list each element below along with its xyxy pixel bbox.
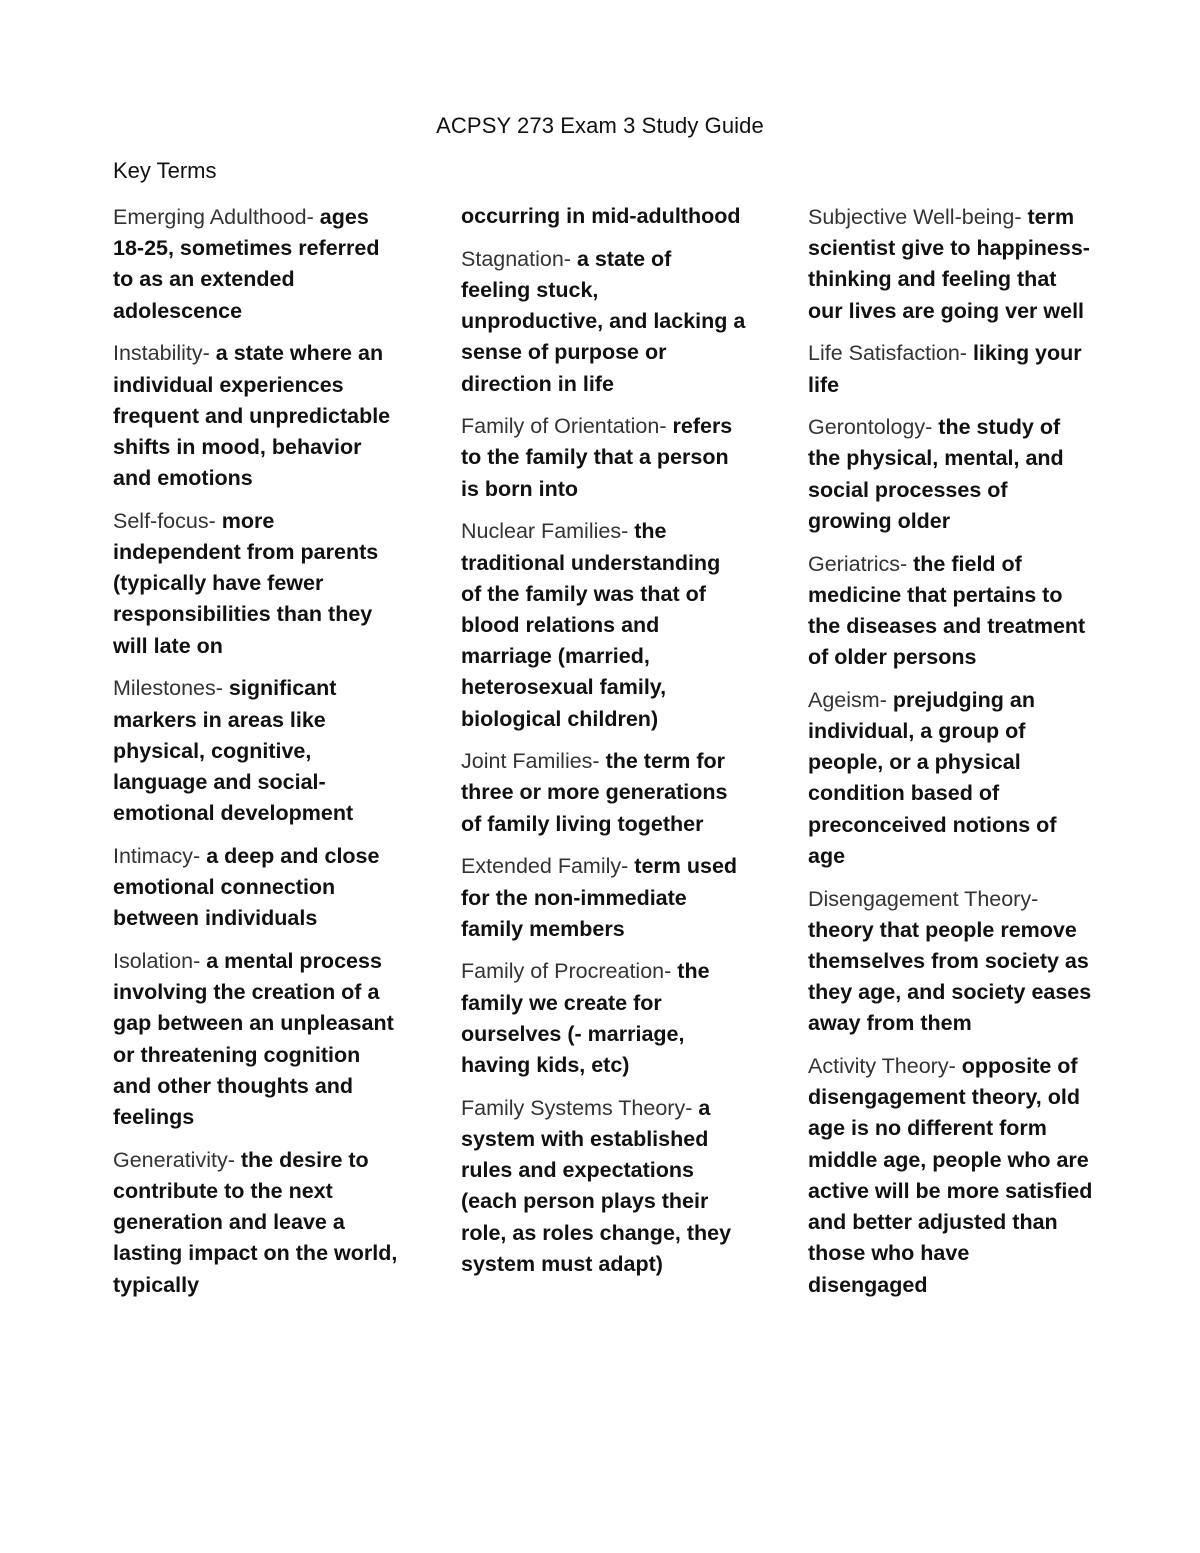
term-definition: the family we create for ourselves (- marriage, having kids, etc): [461, 959, 710, 1078]
term-name: Family of Procreation-: [461, 959, 672, 984]
term-entry-family-of-orientation: [461, 411, 746, 505]
term-name: Family of Orientation-: [461, 414, 667, 439]
term-definition: the study of the physical, mental, and social processes of growing older: [808, 415, 1064, 533]
term-name: Generativity-: [113, 1147, 235, 1172]
term-definition: the desire to contribute to the next generation and leave a lasting impact on the world, typically: [113, 1147, 398, 1297]
term-entry-self-focus: [113, 506, 398, 662]
term-name: Geriatrics-: [808, 551, 908, 576]
term-definition: ages 18-25, sometimes referred to as an extended adolescence: [113, 205, 380, 323]
term-entry-activity-theory: [808, 1051, 1093, 1301]
term-name: Stagnation-: [461, 246, 571, 271]
term-entry-extended-family: [461, 851, 746, 945]
term-name: Milestones-: [113, 676, 223, 701]
term-definition: the field of medicine that pertains to the diseases and treatment of older persons: [808, 551, 1086, 670]
term-definition: a system with established rules and expectations (each person plays their role, as roles change, they system must adapt): [461, 1095, 732, 1276]
column-1: [113, 202, 398, 1312]
term-definition: significant markers in areas like physical, cognitive, language and social-emotional development: [113, 676, 354, 826]
term-entry-isolation: [113, 946, 398, 1133]
term-name: Ageism-: [808, 687, 887, 712]
term-name: Isolation-: [113, 948, 201, 973]
term-entry-intimacy: [113, 841, 398, 935]
term-name: Gerontology-: [808, 415, 933, 440]
term-name: Nuclear Families-: [461, 519, 629, 544]
term-entry-emerging-adulthood: [113, 202, 398, 327]
term-entry-subjective-well-being: [808, 202, 1093, 327]
term-definition: liking your life: [808, 341, 1082, 397]
term-definition: the term for three or more generations of family living together: [461, 749, 728, 836]
term-name: Joint Families-: [461, 749, 600, 774]
term-entry-family-of-procreation: [461, 956, 746, 1081]
term-entry-joint-families: [461, 746, 746, 840]
term-entry-milestones: [113, 673, 398, 829]
term-definition: a state where an individual experiences frequent and unpredictable shifts in mood, behavior and emotions: [113, 341, 391, 491]
column-3: [808, 202, 1093, 1312]
term-definition: more independent from parents (typically have fewer responsibilities than they will late on: [113, 508, 379, 658]
term-entry-ageism: [808, 685, 1093, 872]
column-2: [461, 201, 746, 1292]
term-name: Instability-: [113, 341, 210, 366]
term-definition: a state of feeling stuck, unproductive, and lacking a sense of purpose or direction in life: [461, 246, 746, 396]
term-entry-nuclear-families: [461, 516, 746, 734]
term-name: Activity Theory-: [808, 1054, 956, 1079]
term-definition: refers to the family that a person is born into: [461, 414, 733, 501]
term-definition: occurring in mid-adulthood: [461, 204, 741, 228]
term-entry-instability: [113, 338, 398, 494]
term-entry-life-satisfaction: [808, 338, 1093, 400]
term-name: Disengagement Theory-: [808, 886, 1039, 911]
term-entry-generativity: [113, 1145, 398, 1301]
term-definition: a deep and close emotional connection between individuals: [113, 843, 380, 931]
term-name: Self-focus-: [113, 508, 216, 533]
term-entry-generativity-continued: [461, 201, 746, 232]
term-entry-family-systems-theory: [461, 1093, 746, 1280]
term-definition: term scientist give to happiness- thinking and feeling that our lives are going ver well: [808, 205, 1090, 323]
term-entry-gerontology: [808, 412, 1093, 537]
term-definition: theory that people remove themselves from society as they age, and society eases away from them: [808, 917, 1092, 1036]
term-definition: the traditional understanding of the family was that of blood relations and marriage (married, heterosexual family, biological children): [461, 519, 721, 731]
term-definition: term used for the non-immediate family members: [461, 854, 738, 941]
term-entry-disengagement-theory: [808, 884, 1093, 1040]
term-entry-stagnation: [461, 244, 746, 400]
term-name: Intimacy-: [113, 843, 201, 868]
term-name: Extended Family-: [461, 854, 629, 879]
term-definition: prejudging an individual, a group of people, or a physical condition based of preconceived notions of age: [808, 687, 1057, 868]
term-name: Subjective Well-being-: [808, 205, 1022, 229]
term-name: Emerging Adulthood-: [113, 205, 314, 229]
term-name: Family Systems Theory-: [461, 1095, 693, 1120]
document-title: ACPSY 273 Exam 3 Study Guide: [436, 113, 764, 138]
term-entry-geriatrics: [808, 549, 1093, 674]
term-name: Life Satisfaction-: [808, 341, 967, 366]
term-definition: a mental process involving the creation of a gap between an unpleasant or threatening cognition and other thoughts and feelings: [113, 948, 394, 1129]
section-heading-key-terms: Key Terms: [113, 158, 217, 183]
term-definition: opposite of disengagement theory, old age is no different form middle age, people who are active will be more satisfied and better adjusted than those who have disengaged: [808, 1054, 1093, 1297]
